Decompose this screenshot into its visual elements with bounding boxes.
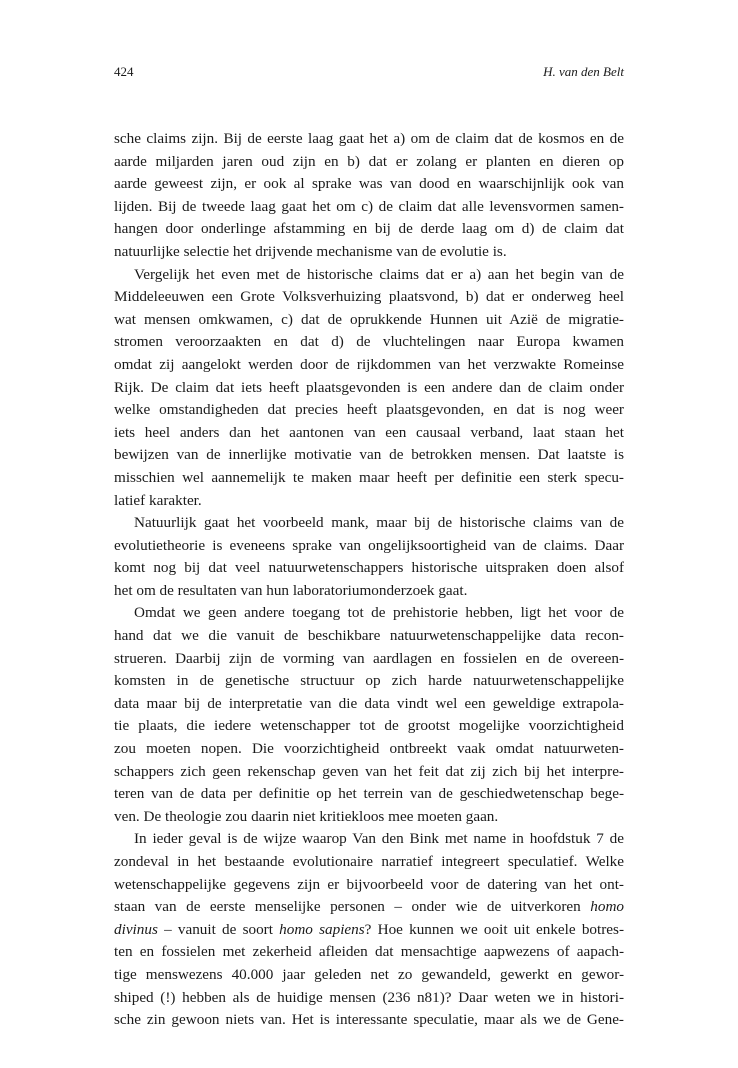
line-text: misschien wel aannemelijk te maken maar heeft per definitie een sterk specu- bbox=[114, 468, 624, 486]
line-text: het om de resultaten van hun laboratoriumonderzoek gaat. bbox=[114, 581, 468, 599]
line-text: sche claims zijn. Bij de eerste laag gaat het a) om de claim dat de kosmos en de bbox=[114, 130, 624, 147]
line-text: wetenschappelijke gegevens zijn er bijvoorbeeld voor de datering van het ont- bbox=[114, 875, 624, 893]
text-line bbox=[114, 218, 624, 241]
text-line bbox=[114, 286, 624, 309]
line-text: stromen veroorzaakten en dat d) de vluchtelingen naar Europa kwamen bbox=[114, 333, 624, 351]
line-text: strueren. Daarbij zijn de vorming van aardlagen en fossielen en de overeen- bbox=[114, 649, 624, 667]
line-text: shiped (!) hebben als de huidige mensen (236 n81)? Daar weten we in histori- bbox=[114, 988, 624, 1006]
text-line bbox=[114, 580, 624, 603]
text-line bbox=[114, 512, 624, 535]
line-text: komsten in de genetische structuur op zich harde natuurwetenschappelijke bbox=[114, 672, 624, 690]
line-text: aarde geweest zijn, er ook al sprake was van dood en waarschijnlijk ook van bbox=[114, 175, 624, 193]
line-text: ven. De theologie zou daarin niet kritiekloos mee moeten gaan. bbox=[114, 807, 499, 825]
line-text: tige menswezens 40.000 jaar geleden net zo gewandeld, gewerkt en gewor- bbox=[114, 965, 624, 983]
text-line bbox=[114, 422, 624, 445]
page-number: 424 bbox=[114, 64, 134, 79]
text-line bbox=[114, 693, 624, 716]
line-text: In ieder geval is de wijze waarop Van den Bink met name in hoofdstuk 7 de bbox=[134, 830, 624, 848]
line-text: komt nog bij dat veel natuurwetenschappers historische uitspraken doen alsof bbox=[114, 559, 624, 577]
text-line bbox=[114, 241, 624, 264]
line-text: natuurlijke selectie het drijvende mechanisme van de evolutie is. bbox=[114, 242, 507, 260]
text-line bbox=[114, 173, 624, 196]
text-line bbox=[114, 377, 624, 400]
text-line bbox=[114, 331, 624, 354]
page-header bbox=[114, 64, 624, 84]
line-text: wat mensen omkwamen, c) dat de oprukkende Hunnen uit Azië de migratie- bbox=[114, 310, 624, 328]
text-line bbox=[114, 602, 624, 625]
line-text: latief karakter. bbox=[114, 491, 202, 509]
line-text: data maar bij de interpretatie van die data vindt wel een geweldige extrapola- bbox=[114, 694, 624, 712]
text-line bbox=[114, 1009, 624, 1032]
italic-term: divinus bbox=[114, 920, 158, 938]
line-text: bewijzen van de innerlijke motivatie van de betrokken mensen. Dat laatste is bbox=[114, 446, 624, 464]
line-text: ? Hoe kunnen we ooit uit enkele botres- bbox=[364, 920, 624, 938]
text-line bbox=[114, 919, 624, 942]
line-text: Middeleeuwen een Grote Volksverhuizing plaatsvond, b) dat er onderweg heel bbox=[114, 288, 624, 306]
line-text: Omdat we geen andere toegang tot de prehistorie hebben, ligt het voor de bbox=[134, 604, 624, 622]
text-line bbox=[114, 806, 624, 829]
text-line bbox=[114, 670, 624, 693]
line-text: welke omstandigheden dat precies heeft plaatsgevonden, en dat is nog weer bbox=[114, 401, 624, 419]
italic-term: homo bbox=[590, 898, 624, 916]
text-line bbox=[114, 738, 624, 761]
text-line bbox=[114, 896, 624, 919]
line-text: Natuurlijk gaat het voorbeeld mank, maar bij de historische claims van de bbox=[134, 514, 624, 532]
text-line bbox=[114, 851, 624, 874]
text-line bbox=[114, 941, 624, 964]
line-text: hand dat we die vanuit de beschikbare natuurwetenschappelijke data recon- bbox=[114, 627, 624, 645]
line-text: tie plaats, die iedere wetenschapper tot de grootst mogelijke voorzichtigheid bbox=[114, 717, 624, 735]
line-text: Vergelijk het even met de historische claims dat er a) aan het begin van de bbox=[134, 265, 624, 283]
line-text: lijden. Bij de tweede laag gaat het om c) de claim dat alle levensvormen samen- bbox=[114, 197, 624, 215]
line-text: staan van de eerste menselijke personen – onder wie de uitverkoren bbox=[114, 898, 591, 916]
italic-term: homo sapiens bbox=[279, 920, 365, 938]
text-line bbox=[114, 196, 624, 219]
line-text: ten en fossielen met zekerheid afleiden dat mensachtige aapwezens of aapach- bbox=[114, 943, 624, 961]
text-line bbox=[114, 264, 624, 287]
body-text bbox=[114, 128, 624, 1032]
text-line bbox=[114, 625, 624, 648]
line-text: teren van de data per definitie op het terrein van de geschiedwetenschap bege- bbox=[114, 785, 624, 803]
text-line bbox=[114, 309, 624, 332]
line-text: iets heel anders dan het aantonen van een causaal verband, laat staan het bbox=[114, 423, 624, 441]
text-line bbox=[114, 964, 624, 987]
text-line bbox=[114, 535, 624, 558]
line-text: aarde miljarden jaren oud zijn en b) dat er zolang er planten en dieren op bbox=[114, 152, 624, 170]
line-text: – vanuit de soort bbox=[157, 920, 280, 938]
text-line bbox=[114, 490, 624, 513]
line-text: Rijk. De claim dat iets heeft plaatsgevonden is een andere dan de claim onder bbox=[114, 378, 624, 396]
line-text: schappers zich geen rekenschap geven van het feit dat zij zich bij het interpre- bbox=[114, 762, 624, 780]
line-text: omdat zij aangelokt werden door de rijkdommen van het verzwakte Romeinse bbox=[114, 355, 624, 373]
text-line bbox=[114, 648, 624, 671]
line-text: evolutietheorie is eveneens sprake van ongelijksoortigheid van de claims. Daar bbox=[114, 536, 624, 554]
text-line bbox=[114, 874, 624, 897]
text-line bbox=[114, 761, 624, 784]
line-text: zondeval in het bestaande evolutionaire narratief integreert speculatief. Welke bbox=[114, 853, 624, 870]
text-line bbox=[114, 444, 624, 467]
line-text: zou moeten nopen. Die voorzichtigheid ontbreekt vaak omdat natuurweten- bbox=[114, 740, 624, 758]
line-text: sche zin gewoon niets van. Het is interessante speculatie, maar als we de Gene- bbox=[114, 1011, 624, 1029]
text-line bbox=[114, 783, 624, 806]
text-line bbox=[114, 987, 624, 1010]
text-line bbox=[114, 715, 624, 738]
text-line bbox=[114, 128, 624, 151]
text-line bbox=[114, 399, 624, 422]
text-line bbox=[114, 354, 624, 377]
text-line bbox=[114, 467, 624, 490]
running-head: H. van den Belt bbox=[543, 64, 624, 79]
text-line bbox=[114, 828, 624, 851]
text-line bbox=[114, 557, 624, 580]
text-line bbox=[114, 151, 624, 174]
line-text: hangen door onderlinge afstamming en bij de derde laag om d) de claim dat bbox=[114, 220, 624, 238]
